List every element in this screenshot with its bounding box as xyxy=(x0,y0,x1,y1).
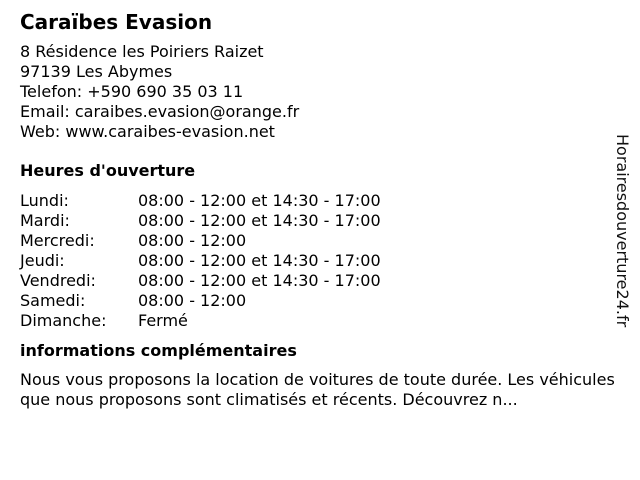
day-hours: 08:00 - 12:00 et 14:30 - 17:00 xyxy=(138,251,381,270)
contact-block xyxy=(20,42,610,142)
address-line-1: 8 Résidence les Poiriers Raizet xyxy=(20,42,264,61)
day-label: Lundi: xyxy=(20,191,69,210)
day-hours: 08:00 - 12:00 et 14:30 - 17:00 xyxy=(138,271,381,290)
day-hours: 08:00 - 12:00 xyxy=(138,231,247,250)
hours-row-monday xyxy=(20,191,381,211)
phone-line: Telefon: +590 690 35 03 11 xyxy=(20,82,244,101)
hours-row-thursday xyxy=(20,251,381,271)
opening-hours-table xyxy=(20,191,381,331)
site-watermark: Horairesdouverture24.fr xyxy=(613,134,632,328)
day-label: Mercredi: xyxy=(20,231,95,250)
day-label: Jeudi: xyxy=(20,251,65,270)
day-label: Mardi: xyxy=(20,211,70,230)
address-line-2: 97139 Les Abymes xyxy=(20,62,173,81)
email-line: Email: caraibes.evasion@orange.fr xyxy=(20,102,300,121)
opening-hours-heading: Heures d'ouverture xyxy=(20,161,196,180)
business-card xyxy=(20,10,615,410)
hours-row-wednesday xyxy=(20,231,381,251)
web-line: Web: www.caraibes-evasion.net xyxy=(20,122,275,141)
additional-info-text: Nous vous proposons la location de voitures de toute durée. Les véhicules que nous proposons sont climatisés et récents. Découvrez n... xyxy=(20,370,615,409)
day-hours: Fermé xyxy=(138,311,188,330)
hours-row-saturday xyxy=(20,291,381,311)
hours-row-sunday xyxy=(20,311,381,331)
hours-row-tuesday xyxy=(20,211,381,231)
day-hours: 08:00 - 12:00 xyxy=(138,291,247,310)
hours-row-friday xyxy=(20,271,381,291)
day-label: Dimanche: xyxy=(20,311,107,330)
day-label: Vendredi: xyxy=(20,271,96,290)
day-hours: 08:00 - 12:00 et 14:30 - 17:00 xyxy=(138,191,381,210)
additional-info-heading: informations complémentaires xyxy=(20,341,297,360)
day-hours: 08:00 - 12:00 et 14:30 - 17:00 xyxy=(138,211,381,230)
day-label: Samedi: xyxy=(20,291,86,310)
business-name: Caraïbes Evasion xyxy=(20,10,213,34)
